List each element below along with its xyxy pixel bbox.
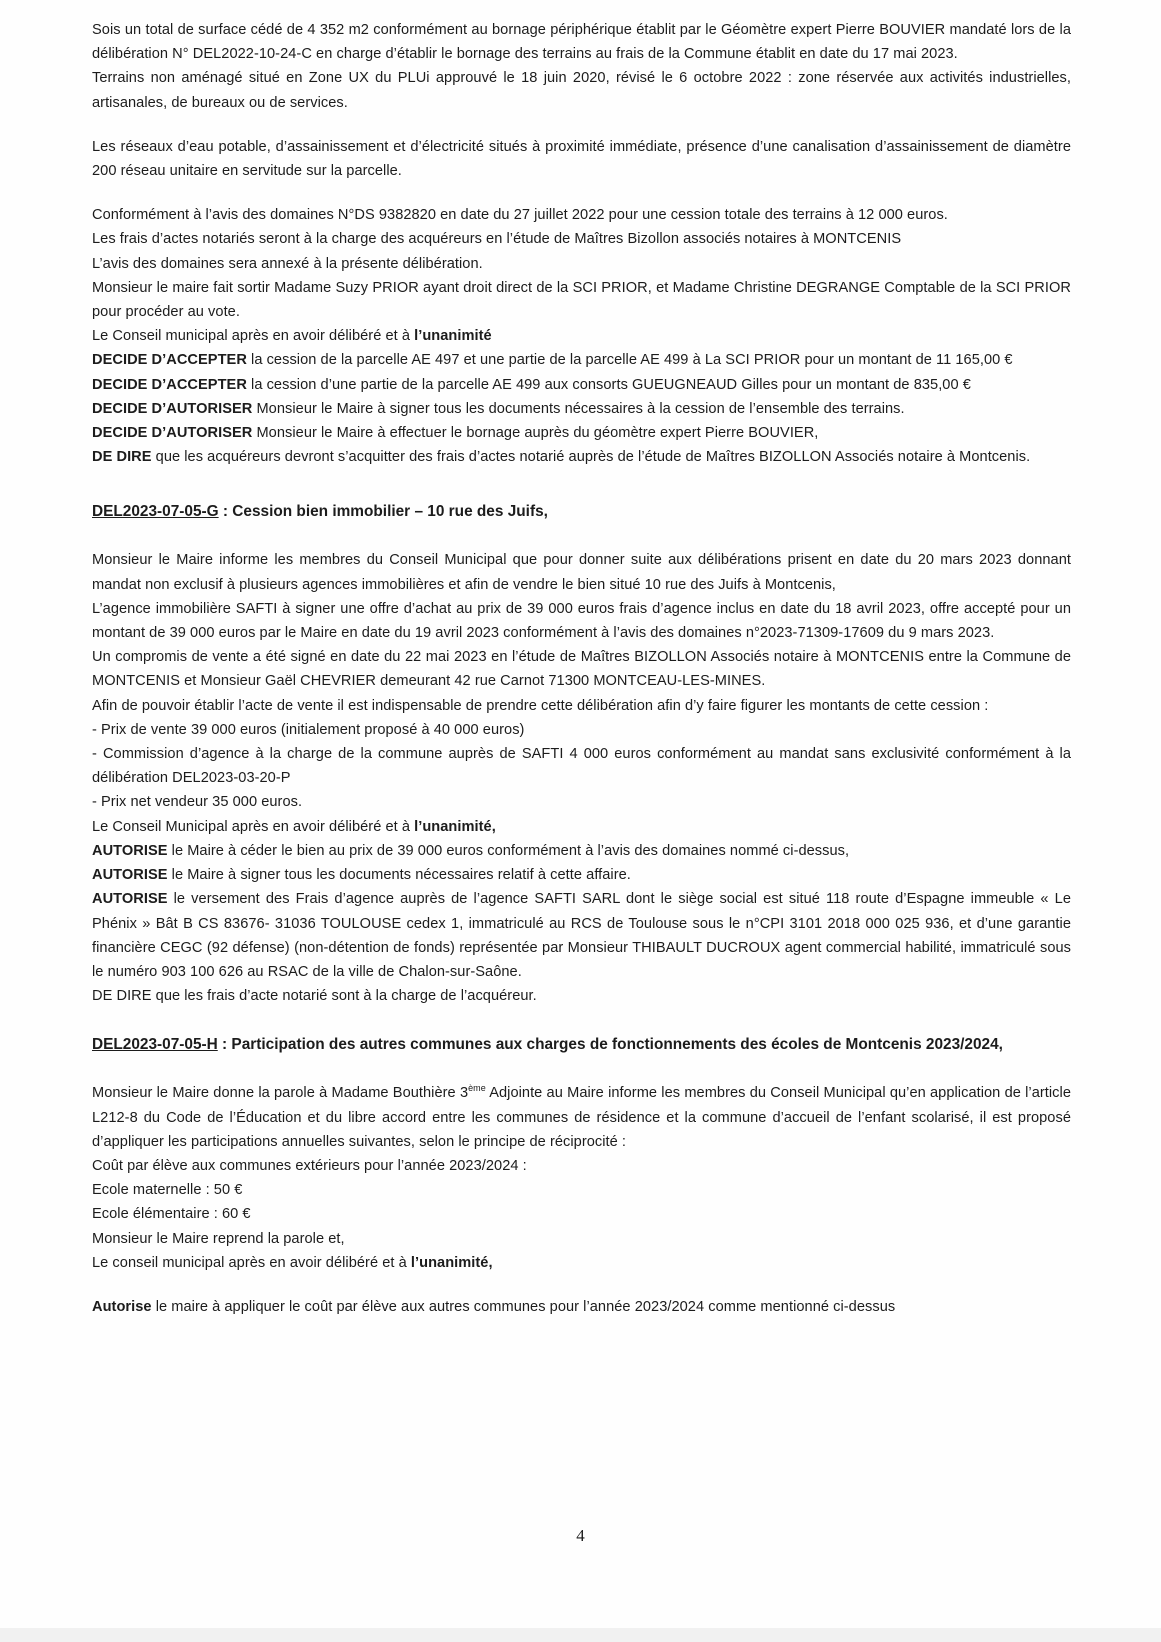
paragraph: Monsieur le Maire reprend la parole et, bbox=[92, 1230, 345, 1247]
list-item: - Prix net vendeur 35 000 euros. bbox=[92, 794, 303, 811]
paragraph-zone: Terrains non aménagé situé en Zone UX du PLUi approuvé le 18 juin 2020, révisé le 6 octobre 2022 : zone réservée aux activités industrielles, artisanales, de bureaux ou de services. bbox=[92, 70, 1071, 111]
decision-line: DECIDE D’AUTORISER Monsieur le Maire à signer tous les documents nécessaires à la cession de l’ensemble des terrains. bbox=[92, 400, 905, 417]
page-number: 4 bbox=[576, 1526, 585, 1545]
paragraph-frais-actes: Les frais d’actes notariés seront à la charge des acquéreurs en l’étude de Maîtres Bizollon associés notaires à MONTCENIS bbox=[92, 231, 902, 248]
list-item: Ecole maternelle : 50 € bbox=[92, 1182, 243, 1199]
decision-line: DE DIRE que les acquéreurs devront s’acquitter des frais d’actes notarié auprès de l’étude de Maîtres BIZOLLON Associés notaire à Montcenis. bbox=[92, 449, 1031, 466]
paragraph-sortie-vote: Monsieur le maire fait sortir Madame Suzy PRIOR ayant droit direct de la SCI PRIOR, et Madame Christine DEGRANGE Comptable de la SCI PRIOR pour procéder au vote. bbox=[92, 279, 1071, 321]
paragraph-reseaux: Les réseaux d’eau potable, d’assainissement et d’électricité situés à proximité immédiate, présence d’une canalisation d’assainissement de diamètre 200 réseau unitaire en servitude sur la parcelle. bbox=[92, 138, 1071, 180]
paragraph-surface: Sois un total de surface cédé de 4 352 m2 conformément au bornage périphérique établit par le Géomètre expert Pierre BOUVIER mandaté lors de la délibération N° DEL2022-10-24-C en charge d’établir le bornage des terrains au frais de la Commune établit en date du 17 mai 2023. bbox=[92, 22, 1071, 63]
vote-statement: Le conseil municipal après en avoir délibéré et à l’unanimité, bbox=[92, 1254, 493, 1271]
closing-line: DE DIRE que les frais d’acte notarié sont à la charge de l’acquéreur. bbox=[92, 988, 537, 1005]
page-bottom-edge bbox=[0, 1628, 1161, 1642]
decision-line: DECIDE D’ACCEPTER la cession d’une partie de la parcelle AE 499 aux consorts GUEUGNEAUD Gilles pour un montant de 835,00 € bbox=[92, 376, 971, 393]
decision-line: AUTORISE le versement des Frais d’agence auprès de l’agence SAFTI SARL dont le siège social est situé 118 route d’Espagne immeuble « Le Phénix » Bât B CS 83676- 31036 TOULOUSE cedex 1, immatriculé au RCS de Toulouse sous le n°CPI 3101 2018 000 025 936, et d’une garantie financière CEGC (92 défense) (non-détention de fonds) représentée par Monsieur THIBAULT DUCROUX agent commercial habilité, immatriculé sous le numéro 903 100 626 au RSAC de la ville de Chalon-sur-Saône. bbox=[92, 891, 1071, 980]
vote-statement: Le Conseil municipal après en avoir délibéré et à l’unanimité bbox=[92, 328, 492, 345]
paragraph-avis-domaines: Conformément à l’avis des domaines N°DS 9382820 en date du 27 juillet 2022 pour une cession totale des terrains à 12 000 euros. bbox=[92, 207, 948, 224]
paragraph: Monsieur le Maire donne la parole à Madame Bouthière 3ème Adjointe au Maire informe les membres du Conseil Municipal qu’en application de l’article L212-8 du Code de l’Éducation et du libre accord entre les communes de résidence et la commune d’accueil de l’enfant scolarisé, il est proposé d’appliquer les participations annuelles suivantes, selon le principe de réciprocité : bbox=[92, 1083, 1071, 1150]
paragraph: L’agence immobilière SAFTI à signer une offre d’achat au prix de 39 000 euros frais d’agence inclus en date du 18 avril 2023, offre accepté pour un montant de 39 000 euros par le Maire en date du 19 avril 2023 conformément à l’avis des domaines n°2023-71309-17609 du 9 mars 2023. bbox=[92, 600, 1071, 642]
decision-line: DECIDE D’AUTORISER Monsieur le Maire à effectuer le bornage auprès du géomètre expert Pierre BOUVIER, bbox=[92, 425, 819, 442]
paragraph: Monsieur le Maire informe les membres du Conseil Municipal que pour donner suite aux délibérations prisent en date du 20 mars 2023 donnant mandat non exclusif à plusieurs agences immobilières et afin de vendre le bien situé 10 rue des Juifs à Montcenis, bbox=[92, 552, 1071, 593]
decision-line: AUTORISE le Maire à céder le bien au prix de 39 000 euros conformément à l’avis des domaines nommé ci-dessus, bbox=[92, 842, 850, 859]
section-heading-participation: DEL2023-07-05-H : Participation des autres communes aux charges de fonctionnements des écoles de Montcenis 2023/2024, bbox=[92, 1036, 1003, 1054]
list-item: - Prix de vente 39 000 euros (initialement proposé à 40 000 euros) bbox=[92, 721, 525, 738]
decision-line: AUTORISE le Maire à signer tous les documents nécessaires relatif à cette affaire. bbox=[92, 867, 631, 884]
decision-line: Autorise le maire à appliquer le coût par élève aux autres communes pour l’année 2023/2024 comme mentionné ci-dessus bbox=[92, 1298, 896, 1315]
vote-statement: Le Conseil Municipal après en avoir délibéré et à l’unanimité, bbox=[92, 818, 496, 835]
paragraph: Un compromis de vente a été signé en date du 22 mai 2023 en l’étude de Maîtres BIZOLLON Associés notaire à MONTCENIS entre la Commune de MONTCENIS et Monsieur Gaël CHEVRIER demeurant 42 rue Carnot 71300 MONTCEAU-LES-MINES. bbox=[92, 649, 1071, 690]
paragraph-annexe: L’avis des domaines sera annexé à la présente délibération. bbox=[92, 255, 483, 272]
section-heading-cession: DEL2023-07-05-G : Cession bien immobilier – 10 rue des Juifs, bbox=[92, 503, 548, 521]
list-item: Ecole élémentaire : 60 € bbox=[92, 1206, 251, 1223]
decision-line: DECIDE D’ACCEPTER la cession de la parcelle AE 497 et une partie de la parcelle AE 499 à La SCI PRIOR pour un montant de 11 165,00 € bbox=[92, 352, 1013, 369]
paragraph: Coût par élève aux communes extérieurs pour l’année 2023/2024 : bbox=[92, 1157, 527, 1174]
paragraph: Afin de pouvoir établir l’acte de vente il est indispensable de prendre cette délibération afin d’y faire figurer les montants de cette cession : bbox=[92, 697, 989, 714]
list-item: - Commission d’agence à la charge de la commune auprès de SAFTI 4 000 euros conformément au mandat sans exclusivité conformément à la délibération DEL2023-03-20-P bbox=[92, 746, 1071, 787]
